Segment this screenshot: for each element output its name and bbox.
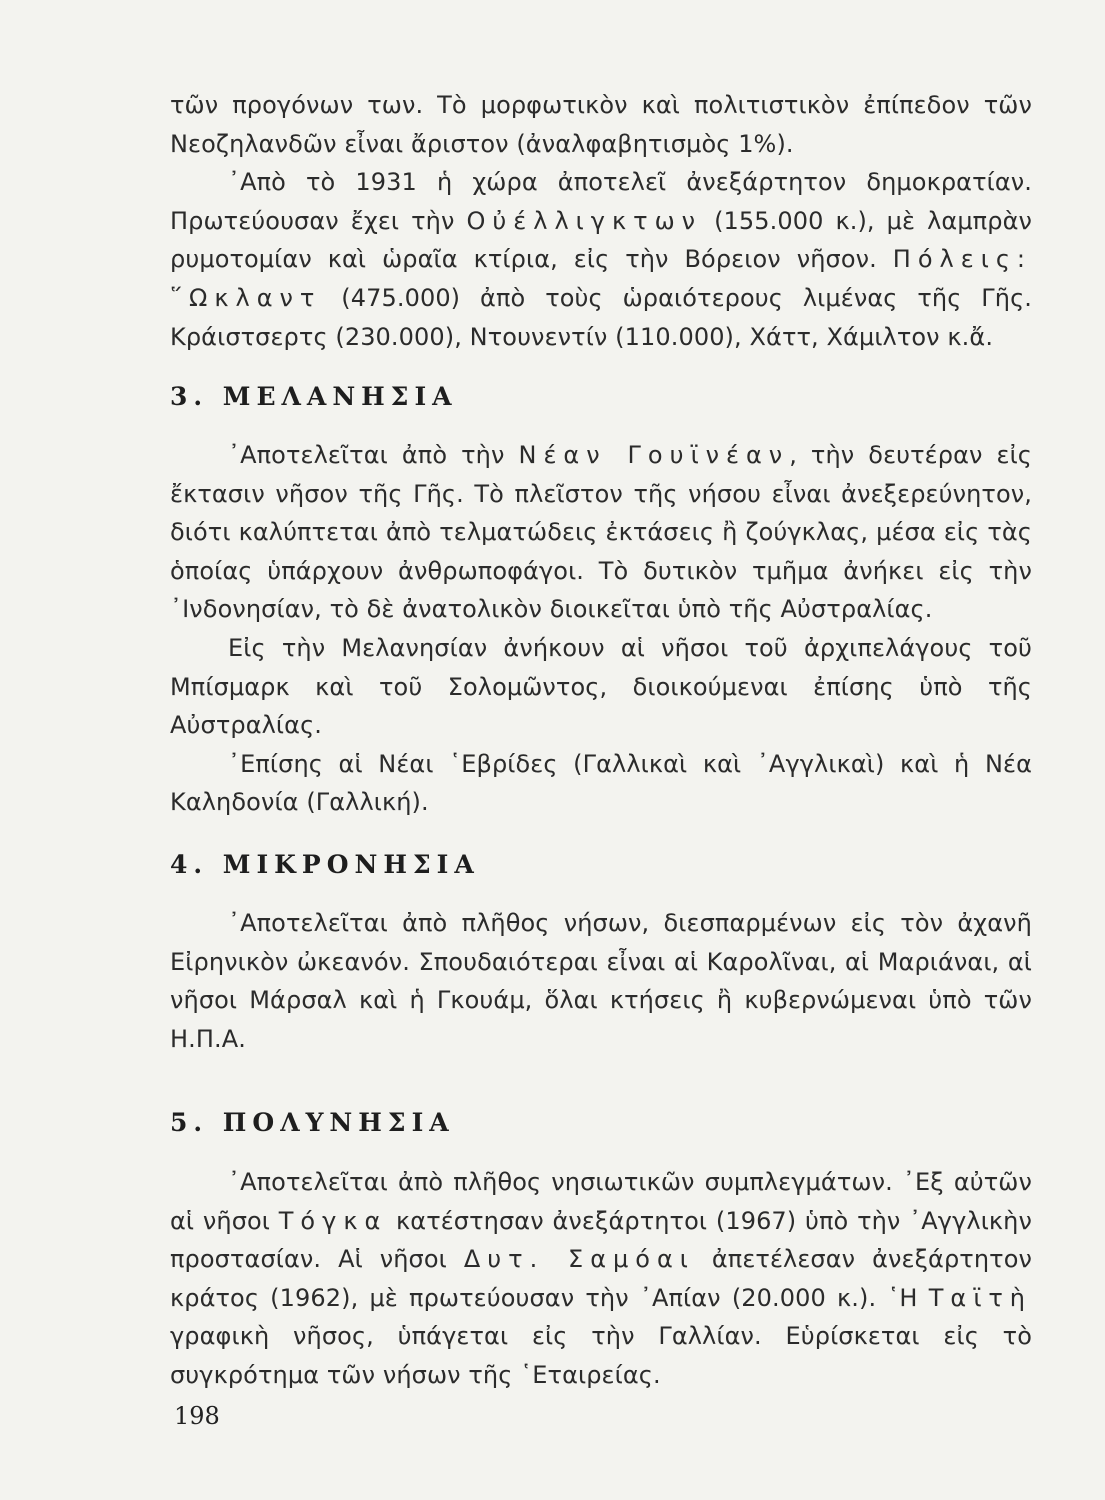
- melanesia-paragraph-1: [170, 436, 1032, 629]
- page-number: 198: [174, 1402, 220, 1430]
- intro-block: [170, 86, 1032, 356]
- intro-text-a: ᾿Απὸ τὸ 1931 ἡ χώρα ἀποτελεῖ ἀνεξάρτητον δημοκρατίαν. Πρωτεύουσαν ἔχει τὴν: [170, 168, 1032, 235]
- section-heading-melanesia: 3. ΜΕΛΑΝΗΣΙΑ: [170, 382, 458, 411]
- polynesia-text-c: ἀπετέλεσαν ἀνεξάρτητον κράτος (1962), μὲ πρωτεύουσαν τὴν ᾿Απίαν (20.000 κ.). ῾Η: [170, 1245, 1033, 1312]
- polynesia-text-d: γραφικὴ νῆσος, ὑπάγεται εἰς τὴν Γαλλίαν. Εὑρίσκεται εἰς τὸ συγκρότημα τῶν νήσων τῆς ῾Εταιρείας.: [170, 1322, 1032, 1389]
- melanesia-paragraph-2: Εἰς τὴν Μελανησίαν ἀνήκουν αἱ νῆσοι τοῦ ἀρχιπελάγους τοῦ Μπίσμαρκ καὶ τοῦ Σολομῶντος, διοικούμεναι ἐπίσης ὑπὸ τῆς Αὐστραλίας.: [170, 633, 1032, 740]
- polynesia-text-b: κατέστησαν ἀνεξάρτητοι (1967) ὑπὸ τὴν ᾿Αγγλικὴν προστασίαν. Αἱ νῆσοι: [170, 1206, 1032, 1274]
- section-heading-polynesia: 5. ΠΟΛΥΝΗΣΙΑ: [170, 1108, 455, 1137]
- new-guinea-name: Νέαν Γουϊνέαν: [518, 441, 790, 469]
- polynesia-text-a: ᾿Αποτελεῖται ἀπὸ πλῆθος νησιωτικῶν συμπλεγμάτων. ᾿Εξ αὐτῶν αἱ νῆσοι: [170, 1168, 1032, 1235]
- melanesia-text-b: , τὴν δευτέραν εἰς ἔκτασιν νῆσον τῆς Γῆς. Τὸ πλεῖστον τῆς νήσου εἶναι ἀνεξερεύνητον, διότι καλύπτεται ἀπὸ τελματώδεις ἐκτάσεις ἢ ζούγκλας, μέσα εἰς τὰς ὁποίας ὑπάρχουν ἀνθρωποφάγοι. Τὸ δυτικὸν τμῆμα ἀνήκει εἰς τὴν ᾿Ινδονησίαν, τὸ δὲ ἀνατολικὸν διοικεῖται ὑπὸ τῆς Αὐστραλίας.: [170, 441, 1032, 624]
- polynesia-paragraph-1: [170, 1163, 1032, 1395]
- intro-text-b: (155.000 κ.), μὲ λαμπρὰν ρυμοτομίαν καὶ ὡραῖα κτίρια, εἰς τὴν Βόρειον νῆσον.: [170, 206, 1032, 274]
- melanesia-text-a: ᾿Αποτελεῖται ἀπὸ τὴν: [228, 441, 519, 469]
- cities-label: Πόλεις:: [892, 245, 1032, 274]
- polynesia-block: [170, 1163, 1032, 1395]
- micronesia-paragraph-1: ᾿Αποτελεῖται ἀπὸ πλῆθος νήσων, διεσπαρμένων εἰς τὸν ἀχανῆ Εἰρηνικὸν ὠκεανόν. Σπουδαιότεραι εἶναι αἱ Καρολῖναι, αἱ Μαριάναι, αἱ νῆσοι Μάρσαλ καὶ ἡ Γκουάμ, ὅλαι κτήσεις ἢ κυβερνώμεναι ὑπὸ τῶν Η.Π.Α.: [170, 909, 1032, 1053]
- melanesia-paragraph-3: ᾿Επίσης αἱ Νέαι ῾Εβρίδες (Γαλλικαὶ καὶ ᾿Αγγλικαὶ) καὶ ἡ Νέα Καληδονία (Γαλλική).: [170, 749, 1032, 817]
- auckland-name: ῞Ωκλαντ: [170, 283, 322, 312]
- intro-text-c: (475.000) ἀπὸ τοὺς ὡραιότερους λιμένας τῆς Γῆς. Κράιστσερτς (230.000), Ντουνεντίν (110.000), Χάττ, Χάμιλτον κ.ἄ.: [170, 283, 1032, 351]
- intro-paragraph-2: [170, 163, 1032, 356]
- melanesia-block: [170, 436, 1032, 822]
- tonga-name: Τόγκα: [278, 1206, 388, 1235]
- wellington-name: Οὐέλλιγκτων: [466, 206, 703, 235]
- intro-paragraph-1: τῶν προγόνων των. Τὸ μορφωτικὸν καὶ πολιτιστικὸν ἐπίπεδον τῶν Νεοζηλανδῶν εἶναι ἄριστον (ἀναλφαβητισμὸς 1%).: [170, 91, 1032, 158]
- micronesia-block: [170, 904, 1032, 1058]
- section-heading-micronesia: 4. ΜΙΚΡΟΝΗΣΙΑ: [170, 850, 480, 879]
- western-samoa-name: Δυτ. Σαμόαι: [463, 1245, 695, 1274]
- tahiti-name: Ταϊτὴ: [928, 1283, 1032, 1312]
